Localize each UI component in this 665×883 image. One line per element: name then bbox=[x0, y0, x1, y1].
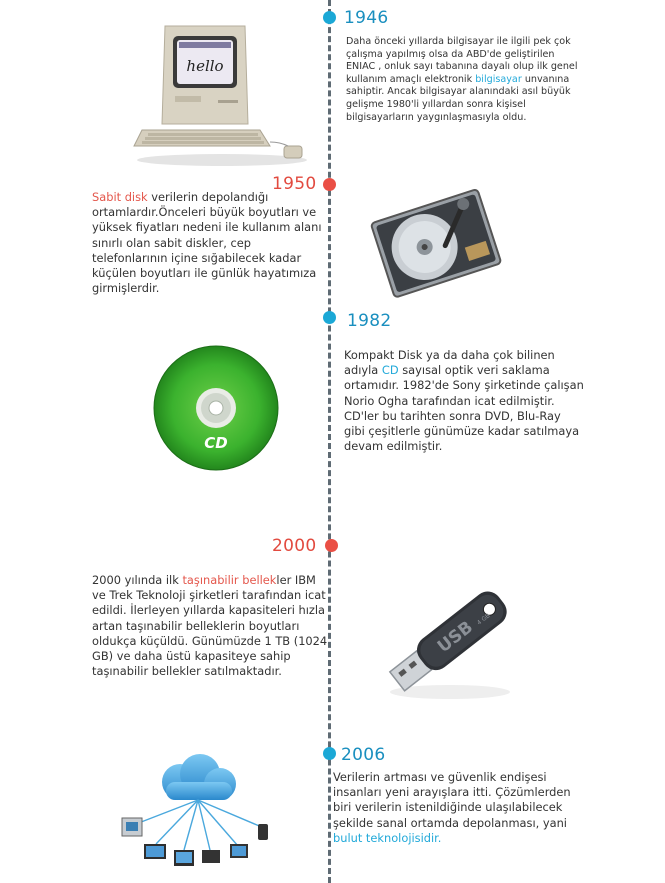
timeline-dot-1950 bbox=[323, 178, 336, 191]
usb-capacity-text: 4 GB bbox=[475, 612, 492, 627]
macintosh-computer-icon bbox=[130, 18, 315, 168]
entry-text-1950: Sabit disk verilerin depolandığı ortamlardır.Önceleri büyük boyutları ve yüksek fiyatları nedeni ile kullanım alanı sınırlı olan sabit diskler, cep telefonlarının içine sığabilecek kadar küçülen boyutları ile günlük hayatımıza girmişlerdir. bbox=[92, 190, 322, 296]
year-label-1946: 1946 bbox=[344, 8, 389, 28]
highlight-computer: bilgisayar bbox=[475, 73, 522, 85]
entry-text-1946: Daha önceki yıllarda bilgisayar ile ilgili pek çok çalışma yapılmış olsa da ABD'de geliştirilen ENIAC , onluk sayı tabanına dayalı olup ilk genel kullanım amaçlı elektronik bilgisayar unvanına sahiptir. Ancak bilgisayar alanındaki asıl büyük gelişme 1980'li yıllardan sonra kişisel bilgisayarların yaygınlaşmasıyla oldu. bbox=[346, 36, 578, 123]
year-label-1982: 1982 bbox=[347, 311, 392, 331]
year-label-1950: 1950 bbox=[272, 174, 317, 194]
usb-label-text: USB bbox=[433, 617, 477, 658]
compact-disc-icon bbox=[152, 344, 280, 472]
year-label-2000: 2000 bbox=[272, 536, 317, 556]
year-label-2006: 2006 bbox=[341, 745, 386, 765]
hard-disk-icon bbox=[362, 186, 512, 301]
timeline-dot-2006 bbox=[323, 747, 336, 760]
highlight-cd: CD bbox=[381, 363, 399, 378]
screen-hello-text: hello bbox=[186, 57, 224, 75]
entry-text-2000: 2000 yılında ilk taşınabilir bellekler IBM ve Trek Teknoloji şirketleri tarafından icat edildi. İlerleyen yıllarda kapasiteleri hızla artan taşınabilir belleklerin boyutları oldukça küçüldü. Günümüzde 1 TB (1024 GB) ve daha üstü kapasiteye sahip taşınabilir bellekler satılmaktadır. bbox=[92, 573, 328, 679]
highlight-cloud: bulut teknolojisidir. bbox=[333, 830, 442, 845]
highlight-flash-memory: taşınabilir bellek bbox=[182, 573, 277, 587]
cd-logo-text: CD bbox=[204, 434, 228, 452]
timeline-dot-1982 bbox=[323, 311, 336, 324]
cloud-network-icon bbox=[118, 752, 278, 870]
timeline-dot-2000 bbox=[325, 539, 338, 552]
timeline-dot-1946 bbox=[323, 11, 336, 24]
usb-flash-drive-icon bbox=[378, 574, 528, 704]
entry-text-1982: Kompakt Disk ya da daha çok bilinen adıyla CD sayısal optik veri saklama ortamıdır. 1982'de Sony şirketinde çalışan Norio Ogha tarafından icat edilmiştir. CD'ler bu tarihten sonra DVD, Blu-Ray gibi çeşitlerle günümüze kadar satılmaya devam edilmiştir. bbox=[344, 348, 584, 454]
highlight-hard-disk: Sabit disk bbox=[92, 190, 148, 204]
entry-text-2006: Verilerin artması ve güvenlik endişesi insanları yeni arayışlara itti. Çözümlerden biri verilerin istenildiğinde ulaşılabilecek şekilde sanal ortamda depolanması, yani bulut teknolojisidir. bbox=[333, 770, 571, 845]
